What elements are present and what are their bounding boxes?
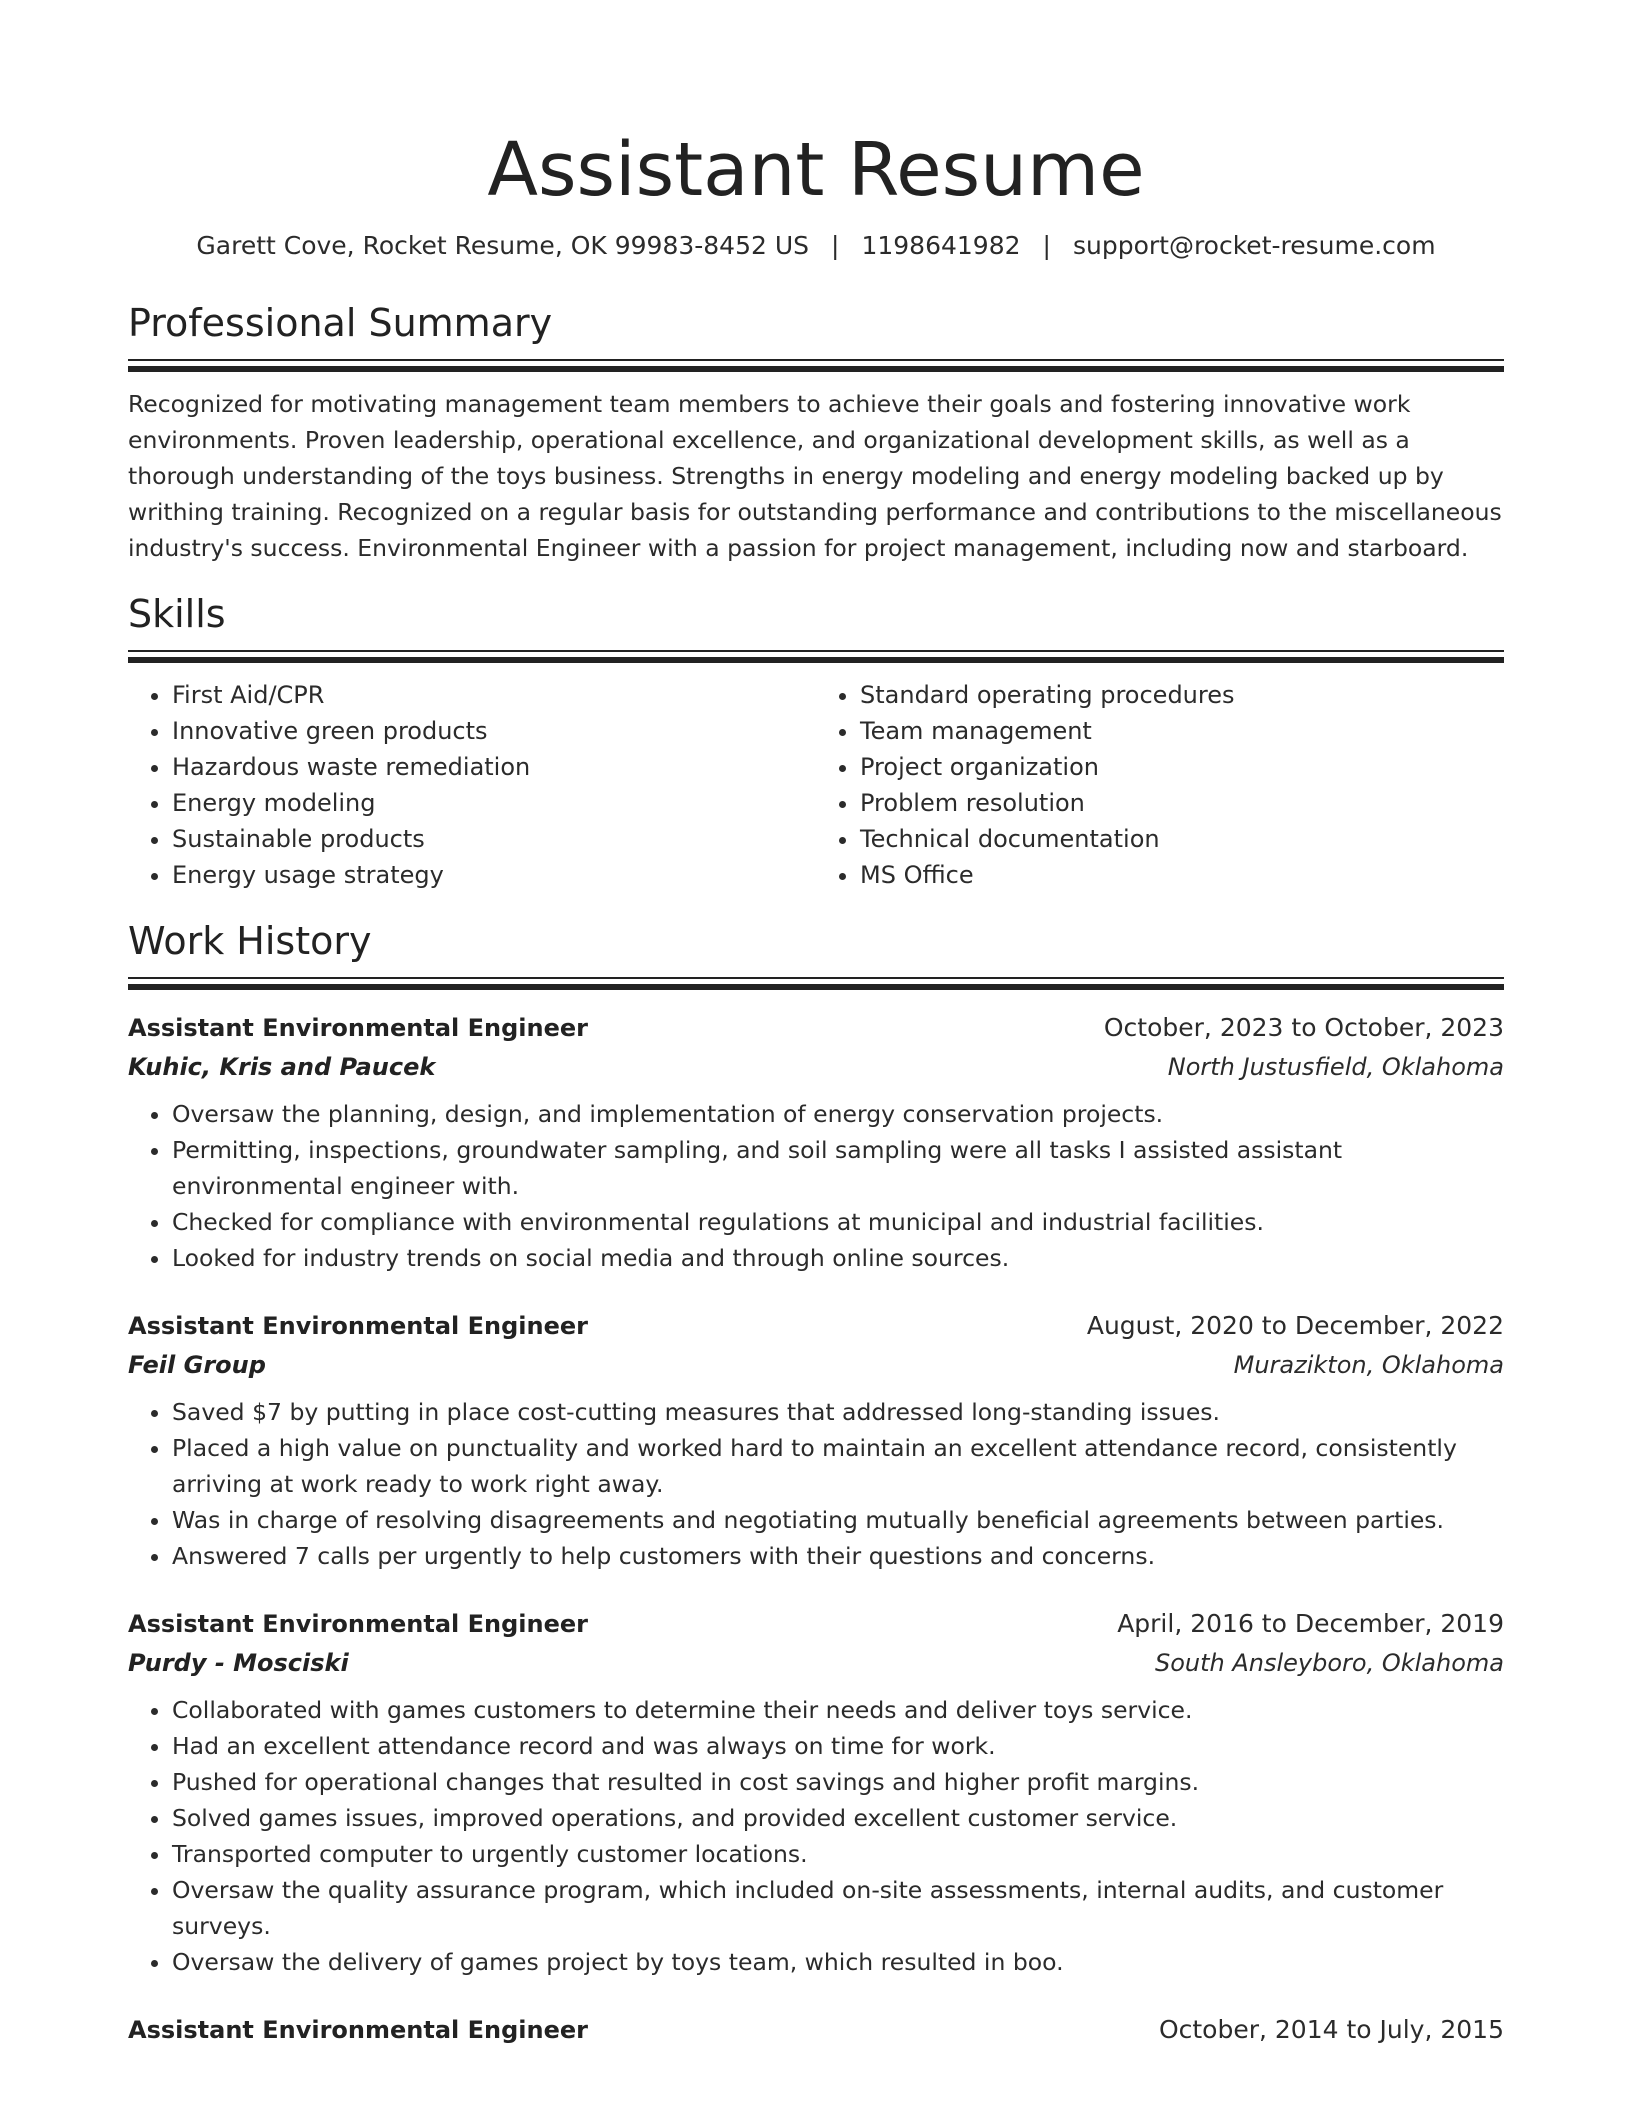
- summary-heading: Professional Summary: [128, 301, 553, 345]
- job-bullet: • Solved games issues, improved operations, and provided excellent customer service.: [172, 1800, 1504, 1836]
- job-bullet: • Permitting, inspections, groundwater sampling, and soil sampling were all tasks I assisted assistant environmental engineer with.: [172, 1132, 1504, 1204]
- skill-item: • Standard operating procedures: [860, 677, 1504, 713]
- job-bullets: [128, 1394, 1504, 1574]
- job-bullet: • Pushed for operational changes that resulted in cost savings and higher profit margins.: [172, 1764, 1504, 1800]
- contact-email[interactable]: support@rocket-resume.com: [1072, 231, 1436, 260]
- skill-item: • MS Office: [860, 857, 1504, 893]
- job-header-row: [128, 2010, 1504, 2050]
- job-company-row: [128, 1048, 1504, 1086]
- skill-item: • Energy usage strategy: [172, 857, 816, 893]
- section-divider: [128, 359, 1504, 372]
- job-title: Assistant Environmental Engineer: [128, 1610, 588, 1638]
- job-bullet: • Oversaw the planning, design, and implementation of energy conservation projects.: [172, 1096, 1504, 1132]
- job-bullet: • Looked for industry trends on social media and through online sources.: [172, 1240, 1504, 1276]
- summary-text: Recognized for motivating management team members to achieve their goals and fostering innovative work environments. Proven leadership, operational excellence, and organizational development skills, as well as a thorough understanding of the toys business. Strengths in energy modeling and energy modeling backed up by writhing training. Recognized on a regular basis for outstanding performance and contributions to the miscellaneous industry's success. Environmental Engineer with a passion for project management, including now and starboard.: [128, 390, 1502, 562]
- job-dates: October, 2023 to October, 2023: [1103, 1013, 1504, 1042]
- skills-column-left: [128, 677, 816, 893]
- resume-title: Assistant Resume: [487, 127, 1145, 213]
- job-company-row: [128, 1644, 1504, 1682]
- contact-phone: 1198641982: [861, 231, 1021, 260]
- job-entry: [128, 1008, 1504, 1276]
- skill-item: • Problem resolution: [860, 785, 1504, 821]
- job-bullets: [128, 1096, 1504, 1276]
- skill-item: • Project organization: [860, 749, 1504, 785]
- job-header-row: [128, 1306, 1504, 1346]
- skill-item: • Technical documentation: [860, 821, 1504, 857]
- job-company: Feil Group: [128, 1351, 266, 1379]
- job-entry: [128, 1604, 1504, 1980]
- skill-item: • Sustainable products: [172, 821, 816, 857]
- contact-line: [128, 229, 1504, 263]
- job-company: Purdy - Mosciski: [128, 1649, 349, 1677]
- resume-page: [128, 0, 1504, 2050]
- job-bullet: • Placed a high value on punctuality and worked hard to maintain an excellent attendance record, consistently arriving at work ready to work right away.: [172, 1430, 1504, 1502]
- job-bullets: [128, 1692, 1504, 1980]
- contact-address: Garett Cove, Rocket Resume, OK 99983-8452 US: [196, 231, 810, 260]
- job-title: Assistant Environmental Engineer: [128, 2016, 588, 2044]
- job-bullet: • Oversaw the delivery of games project by toys team, which resulted in boo.: [172, 1944, 1504, 1980]
- job-header-row: [128, 1604, 1504, 1644]
- job-bullet: • Transported computer to urgently customer locations.: [172, 1836, 1504, 1872]
- job-entry: [128, 1306, 1504, 1574]
- section-divider: [128, 650, 1504, 663]
- skill-item: • Team management: [860, 713, 1504, 749]
- skill-item: • Hazardous waste remediation: [172, 749, 816, 785]
- job-dates: August, 2020 to December, 2022: [1086, 1311, 1504, 1340]
- skill-item: • Energy modeling: [172, 785, 816, 821]
- contact-separator: |: [831, 231, 840, 260]
- skills-column-right: [816, 677, 1504, 893]
- job-title: Assistant Environmental Engineer: [128, 1312, 588, 1340]
- job-bullet: • Answered 7 calls per urgently to help customers with their questions and concerns.: [172, 1538, 1504, 1574]
- job-location: North Justusfield, Oklahoma: [1167, 1053, 1504, 1081]
- job-location: South Ansleyboro, Oklahoma: [1154, 1649, 1504, 1677]
- skills-heading: Skills: [128, 592, 226, 636]
- job-header-row: [128, 1008, 1504, 1048]
- job-title: Assistant Environmental Engineer: [128, 1014, 588, 1042]
- job-dates: April, 2016 to December, 2019: [1117, 1609, 1504, 1638]
- job-bullet: • Saved $7 by putting in place cost-cutting measures that addressed long-standing issues.: [172, 1394, 1504, 1430]
- skills-list: [128, 677, 1504, 893]
- skill-item: • First Aid/CPR: [172, 677, 816, 713]
- job-company: Kuhic, Kris and Paucek: [128, 1053, 436, 1081]
- contact-separator: |: [1042, 231, 1051, 260]
- job-bullet: • Was in charge of resolving disagreements and negotiating mutually beneficial agreements between parties.: [172, 1502, 1504, 1538]
- section-divider: [128, 977, 1504, 990]
- job-bullet: • Collaborated with games customers to determine their needs and deliver toys service.: [172, 1692, 1504, 1728]
- skill-item: • Innovative green products: [172, 713, 816, 749]
- job-bullet: • Oversaw the quality assurance program, which included on-site assessments, internal audits, and customer surveys.: [172, 1872, 1504, 1944]
- job-bullet: • Checked for compliance with environmental regulations at municipal and industrial facilities.: [172, 1204, 1504, 1240]
- job-dates: October, 2014 to July, 2015: [1158, 2015, 1504, 2044]
- job-location: Murazikton, Oklahoma: [1233, 1351, 1504, 1379]
- job-bullet: • Had an excellent attendance record and was always on time for work.: [172, 1728, 1504, 1764]
- job-entry: [128, 2010, 1504, 2050]
- work-history-list: [128, 1008, 1504, 2050]
- job-company-row: [128, 1346, 1504, 1384]
- work-history-heading: Work History: [128, 919, 372, 963]
